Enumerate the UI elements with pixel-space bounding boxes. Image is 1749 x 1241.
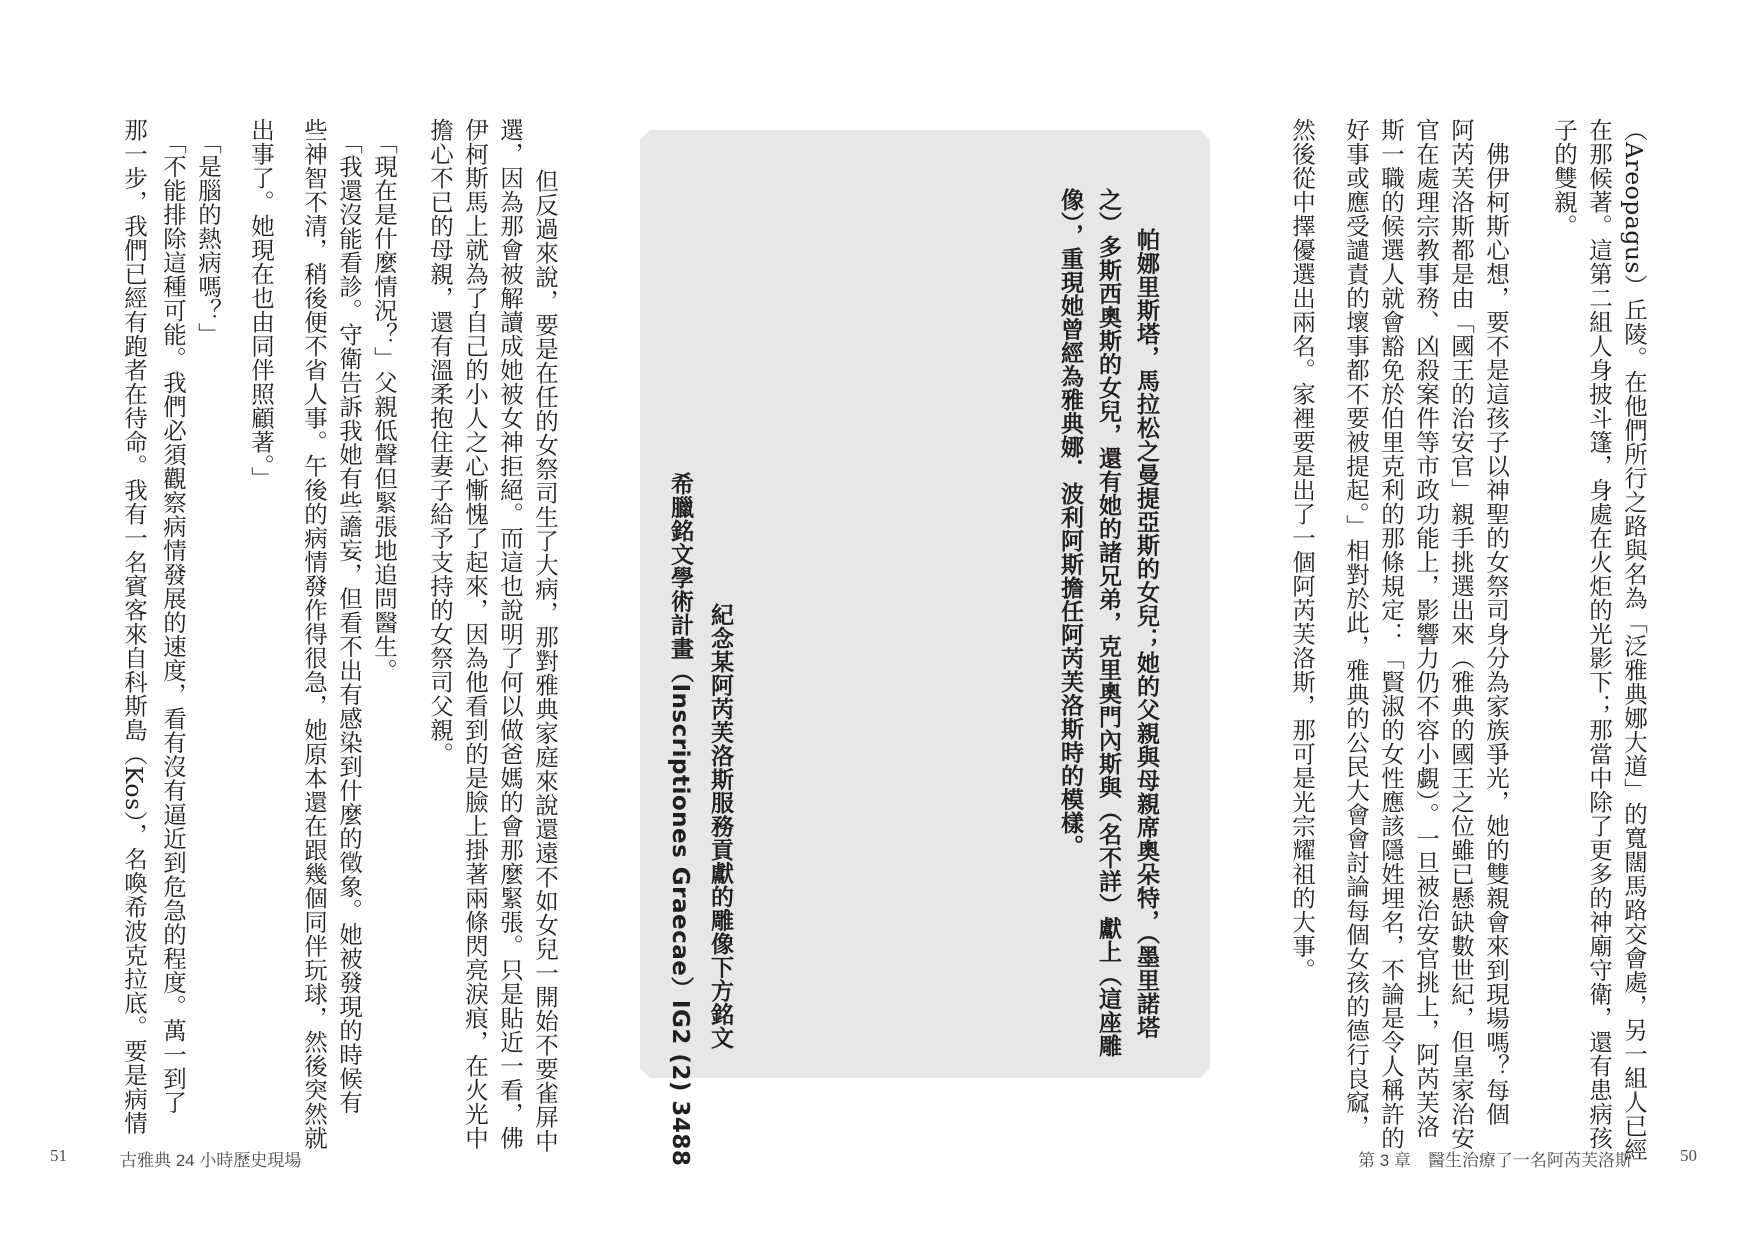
left-page-column-1: 但反過來說，要是在任的女祭司生了大病，那對雅典家庭來說還遠不如女兒一開始不要雀屏中 bbox=[531, 145, 559, 1153]
left-page-column-8: 出事了。她現在也由同伴照顧著。」 bbox=[247, 118, 275, 491]
right-page-column-3: 子的雙親。 bbox=[1550, 118, 1578, 238]
inscription-caption: 紀念某阿芮芙洛斯服務貢獻的雕像下方銘文 bbox=[707, 603, 733, 1050]
right-page-column-2: 在那候著。這第二組人身披斗篷，身處在火炬的光影下；那當中除了更多的神廟守衛，還有患病孩 bbox=[1585, 118, 1613, 1150]
box-corner bbox=[1200, 130, 1210, 140]
right-page-column-5: 阿芮芙洛斯都是由「國王的治安官」親手挑選出來（雅典的國王之位雖已懸缺數世紀，但皇家治安 bbox=[1447, 118, 1475, 1150]
right-page-number: 50 bbox=[1680, 1146, 1697, 1165]
right-page-column-8: 好事或應受譴責的壞事都不要被提起。」相對於此，雅典的公民大會會討論每個女孩的德行良窳， bbox=[1342, 118, 1370, 1139]
left-page-column-6: 「我還沒能看診。守衛告訴我她有些譫妄，但看不出有感染到什麼的徵象。她被發現的時候有 bbox=[335, 118, 363, 1115]
left-page-footer-title: 古雅典 24 小時歷史現場 bbox=[120, 1151, 302, 1170]
left-page-column-7: 些神智不清，稍後便不省人事。午後的病情發作得很急，她原本還在跟幾個同伴玩球，然後突然就 bbox=[300, 118, 328, 1150]
left-page-column-5: 「現在是什麼情況？」父親低聲但緊張地追問醫生。 bbox=[370, 118, 398, 683]
left-page-number: 51 bbox=[50, 1146, 67, 1165]
right-page-column-1: （Areopagus）丘陵。在他們所行之路與名為「泛雅典娜大道」的寬闊馬路交會處，另一組人已經 bbox=[1620, 118, 1648, 1163]
left-page-column-11: 那一步，我們已經有跑者在待命。我有一名賓客來自科斯島（Kos），名喚希波克拉底。要是病情 bbox=[120, 118, 148, 1135]
left-page-column-10: 「不能排除這種可能。我們必須觀察病情發展的速度，看有沒有逼近到危急的程度。萬一到了 bbox=[159, 118, 187, 1115]
left-page-column-9: 「是腦的熱病嗎？」 bbox=[194, 118, 222, 347]
right-page-column-9: 然後從中擇優選出兩名。家裡要是出了一個阿芮芙洛斯，那可是光宗耀祖的大事。 bbox=[1288, 118, 1316, 982]
box-corner bbox=[1200, 1068, 1210, 1078]
inscription-source: 希臘銘文學術計畫（Inscriptiones Graecae）IG2 (2) 3488 bbox=[667, 472, 693, 1167]
inscription-text-line-1: 帕娜里斯塔，馬拉松之曼提亞斯的女兒；她的父親與母親席奧朵特，（墨里諾塔 bbox=[1133, 228, 1159, 1039]
left-page-column-4: 擔心不已的母親，還有溫柔抱住妻子給予支持的女祭司父親。 bbox=[426, 118, 454, 766]
left-page-column-2: 選，因為那會被解讀成她被女神拒絕。而這也說明了何以做爸媽的會那麼緊張。只是貼近一看，佛 bbox=[496, 118, 524, 1150]
right-page-column-6: 官在處理宗教事務、凶殺案件等市政功能上，影響力仍不容小覷）。一旦被治安官挑上，阿芮芙洛 bbox=[1412, 118, 1440, 1139]
right-page-column-4: 佛伊柯斯心想，要不是這孩子以神聖的女祭司身分為家族爭光，她的雙親會來到現場嗎？每個 bbox=[1482, 118, 1510, 1126]
inscription-text-line-3: 像），重現她曾經為雅典娜．波利阿斯擔任阿芮芙洛斯時的模樣。 bbox=[1057, 188, 1083, 858]
inscription-text-line-2: 之）多斯西奧斯的女兒，還有她的諸兄弟，克里奧門內斯與（名不詳）獻上（這座雕 bbox=[1095, 188, 1121, 1058]
left-page-column-3: 伊柯斯馬上就為了自己的小人之心慚愧了起來，因為他看到的是臉上掛著兩條閃亮淚痕，在火光中 bbox=[461, 118, 489, 1150]
box-corner bbox=[640, 1068, 650, 1078]
right-page-column-7: 斯一職的候選人就會豁免於伯里克利的那條規定：「賢淑的女性應該隱姓埋名，不論是令人稱許的 bbox=[1377, 118, 1405, 1150]
right-page-footer-chapter: 第 3 章 醫生治療了一名阿芮芙洛斯 bbox=[1358, 1151, 1632, 1170]
box-corner bbox=[640, 130, 650, 140]
